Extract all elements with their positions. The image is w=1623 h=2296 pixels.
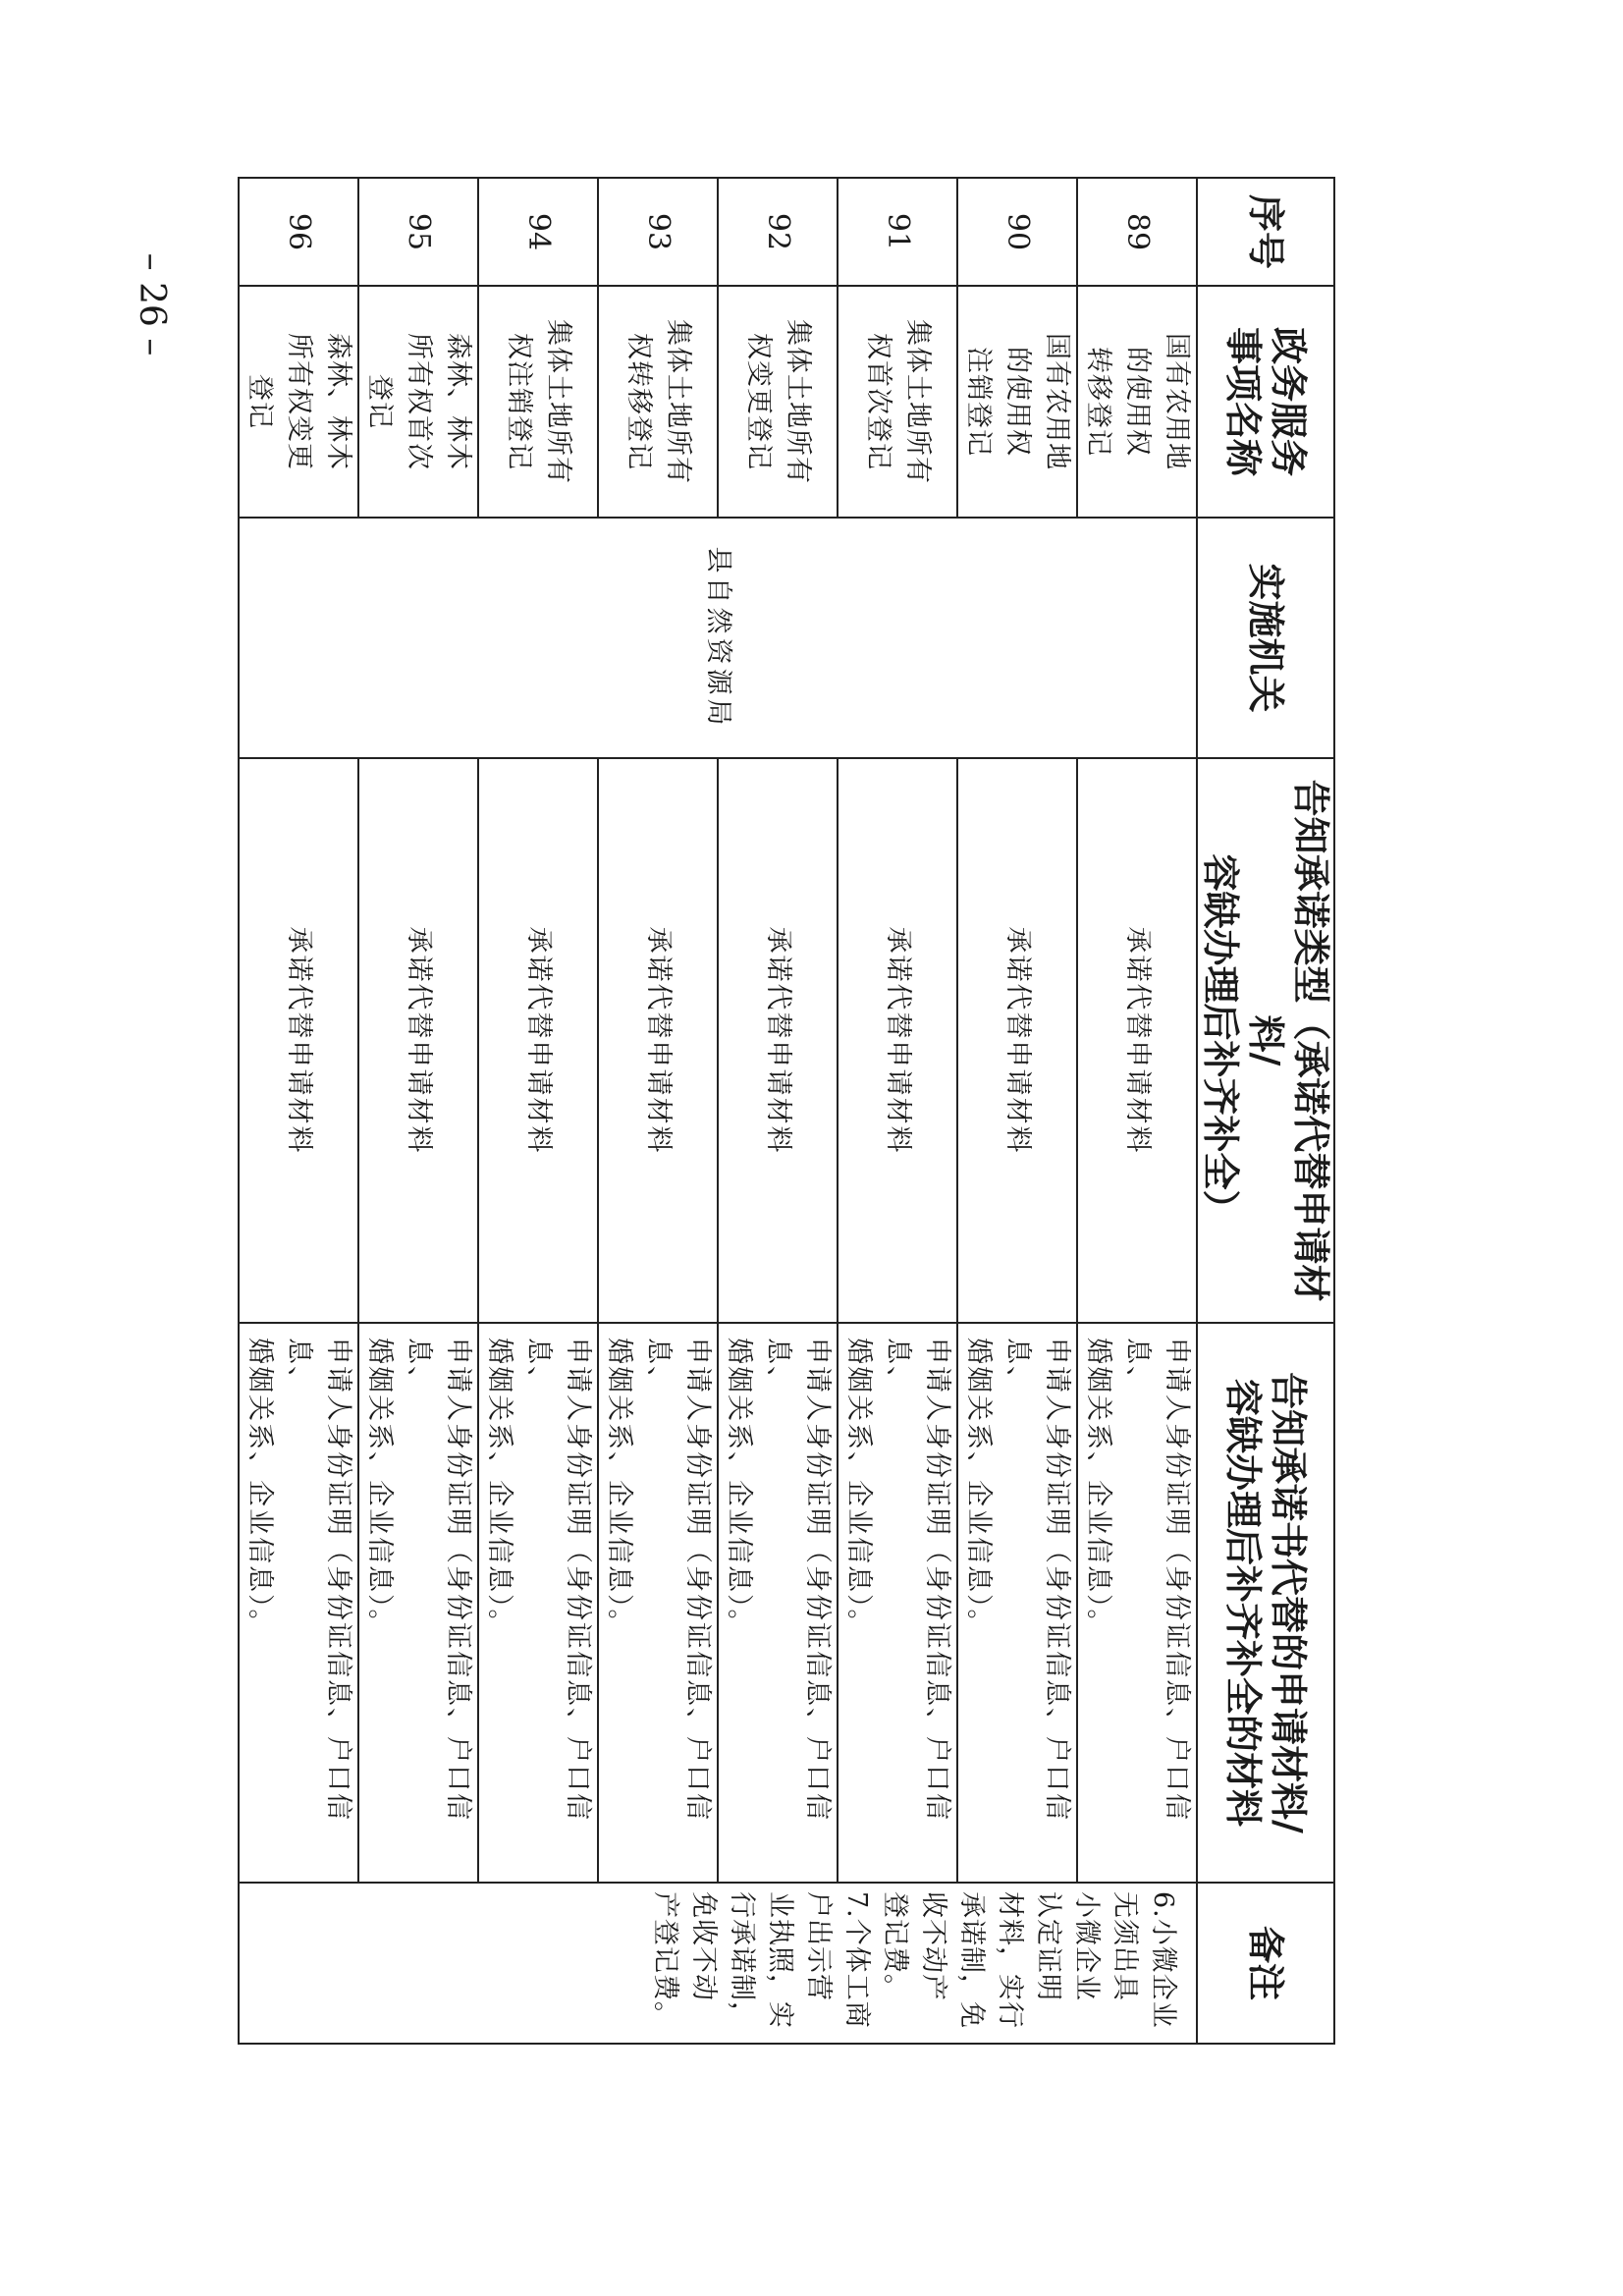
materials-line: 申请人身份证明（身份证信息、户口信息、 bbox=[523, 1338, 593, 1822]
materials-cell bbox=[838, 1323, 957, 1883]
materials-line: 婚姻关系、企业信息）。 bbox=[1083, 1338, 1113, 1638]
note-line: 材料，实行 bbox=[995, 1891, 1025, 2029]
table-row bbox=[957, 178, 1077, 2044]
note-line: 免收不动 bbox=[688, 1891, 719, 2001]
service-name-line: 登记 bbox=[244, 374, 275, 429]
commitment-type-cell: 承诺代替申请材料 bbox=[718, 758, 838, 1323]
note-line: 7.个体工商 bbox=[841, 1891, 872, 2029]
materials-line: 婚姻关系、企业信息）。 bbox=[724, 1338, 754, 1638]
materials-cell bbox=[1077, 1323, 1197, 1883]
commitment-type-cell: 承诺代替申请材料 bbox=[1077, 758, 1197, 1323]
materials-cell bbox=[957, 1323, 1077, 1883]
note-line: 产登记费。 bbox=[650, 1891, 680, 2029]
service-name-line: 所有权首次 bbox=[404, 333, 434, 470]
service-name-line: 国有农用地 bbox=[1162, 333, 1192, 470]
note-line: 无须出具 bbox=[1109, 1891, 1140, 2001]
service-name-line: 所有权变更 bbox=[284, 333, 314, 470]
header-seq: 序号 bbox=[1197, 178, 1334, 286]
header-materials-line: 告知承诺书代替的申请材料/ bbox=[1267, 1372, 1310, 1833]
seq-cell: 90 bbox=[957, 178, 1077, 286]
header-type bbox=[1197, 758, 1334, 1323]
note-line: 6.小微企业 bbox=[1148, 1891, 1178, 2029]
materials-line: 婚姻关系、企业信息）。 bbox=[963, 1338, 994, 1638]
seq-cell: 94 bbox=[478, 178, 598, 286]
materials-cell bbox=[598, 1323, 718, 1883]
service-name-cell bbox=[718, 286, 838, 518]
materials-line: 申请人身份证明（身份证信息、户口信息、 bbox=[284, 1338, 353, 1822]
service-name-cell bbox=[838, 286, 957, 518]
service-name-cell bbox=[358, 286, 478, 518]
table-row bbox=[239, 178, 358, 2044]
materials-cell bbox=[478, 1323, 598, 1883]
service-name-line: 权变更登记 bbox=[743, 333, 774, 470]
materials-cell bbox=[358, 1323, 478, 1883]
table-row bbox=[718, 178, 838, 2044]
service-name-cell bbox=[239, 286, 358, 518]
commitment-type-cell: 承诺代替申请材料 bbox=[478, 758, 598, 1323]
table-row bbox=[358, 178, 478, 2044]
materials-line: 申请人身份证明（身份证信息、户口信息、 bbox=[883, 1338, 952, 1822]
service-name-line: 的使用权 bbox=[1002, 347, 1033, 457]
service-name-line: 集体土地所有 bbox=[783, 319, 813, 484]
materials-line: 婚姻关系、企业信息）。 bbox=[484, 1338, 514, 1638]
service-name-cell bbox=[957, 286, 1077, 518]
materials-line: 申请人身份证明（身份证信息、户口信息、 bbox=[643, 1338, 713, 1822]
service-name-line: 权转移登记 bbox=[623, 333, 654, 470]
note-line: 收不动产 bbox=[918, 1891, 948, 2001]
header-type-line: 容缺办理后补齐补全） bbox=[1199, 853, 1242, 1228]
note-line: 小微企业 bbox=[1071, 1891, 1102, 2001]
service-name-line: 集体土地所有 bbox=[543, 319, 573, 484]
commitment-type-cell: 承诺代替申请材料 bbox=[358, 758, 478, 1323]
rotated-table-wrapper bbox=[244, 177, 1335, 2043]
seq-cell: 91 bbox=[838, 178, 957, 286]
note-line: 承诺制，免 bbox=[956, 1891, 987, 2029]
materials-line: 申请人身份证明（身份证信息、户口信息、 bbox=[1002, 1338, 1072, 1822]
materials-line: 申请人身份证明（身份证信息、户口信息、 bbox=[1122, 1338, 1192, 1822]
commitment-type-cell: 承诺代替申请材料 bbox=[598, 758, 718, 1323]
implementing-agency-cell: 县自然资源局 bbox=[239, 518, 1197, 758]
header-materials-line: 容缺办理后补齐补全的材料 bbox=[1221, 1378, 1265, 1827]
commitment-type-cell: 承诺代替申请材料 bbox=[239, 758, 358, 1323]
materials-line: 婚姻关系、企业信息）。 bbox=[244, 1338, 275, 1638]
service-name-line: 转移登记 bbox=[1083, 347, 1113, 457]
note-line: 认定证明 bbox=[1033, 1891, 1063, 2001]
note-line: 户出示营 bbox=[803, 1891, 834, 2001]
service-name-line: 集体土地所有 bbox=[902, 319, 933, 484]
commitment-type-cell: 承诺代替申请材料 bbox=[838, 758, 957, 1323]
service-name-line: 权首次登记 bbox=[863, 333, 893, 470]
materials-cell bbox=[239, 1323, 358, 1883]
table-row bbox=[1077, 178, 1197, 2044]
note-line: 行承诺制， bbox=[727, 1891, 757, 2029]
service-name-line: 森林、林木 bbox=[443, 333, 473, 470]
service-name-line: 国有农用地 bbox=[1042, 333, 1072, 470]
page-number: – 26 – bbox=[132, 252, 173, 356]
header-name-line: 事项名称 bbox=[1221, 326, 1265, 476]
service-name-line: 集体土地所有 bbox=[663, 319, 693, 484]
note-cell bbox=[239, 1883, 1197, 2044]
seq-cell: 89 bbox=[1077, 178, 1197, 286]
header-type-line: 告知承诺类型（承诺代替申请材料/ bbox=[1244, 779, 1332, 1302]
service-name-cell bbox=[598, 286, 718, 518]
service-name-cell bbox=[478, 286, 598, 518]
header-name bbox=[1197, 286, 1334, 518]
header-org: 实施机关 bbox=[1197, 518, 1334, 758]
service-name-line: 权注销登记 bbox=[504, 333, 534, 470]
materials-line: 婚姻关系、企业信息）。 bbox=[364, 1338, 395, 1638]
header-name-line: 政务服务 bbox=[1267, 326, 1310, 476]
seq-cell: 93 bbox=[598, 178, 718, 286]
materials-cell bbox=[718, 1323, 838, 1883]
note-line: 业执照，实 bbox=[765, 1891, 795, 2029]
seq-cell: 92 bbox=[718, 178, 838, 286]
seq-cell: 95 bbox=[358, 178, 478, 286]
commitment-type-cell: 承诺代替申请材料 bbox=[957, 758, 1077, 1323]
service-name-line: 森林、林木 bbox=[323, 333, 353, 470]
service-name-cell bbox=[1077, 286, 1197, 518]
table-row bbox=[838, 178, 957, 2044]
materials-line: 婚姻关系、企业信息）。 bbox=[604, 1338, 634, 1638]
materials-line: 婚姻关系、企业信息）。 bbox=[843, 1338, 874, 1638]
table-header-row bbox=[1197, 178, 1334, 2044]
seq-cell: 96 bbox=[239, 178, 358, 286]
service-name-line: 的使用权 bbox=[1122, 347, 1153, 457]
materials-line: 申请人身份证明（身份证信息、户口信息、 bbox=[763, 1338, 833, 1822]
table-row bbox=[598, 178, 718, 2044]
note-line: 登记费。 bbox=[880, 1891, 910, 2001]
table-row bbox=[478, 178, 598, 2044]
header-materials bbox=[1197, 1323, 1334, 1883]
commitment-table bbox=[238, 177, 1335, 2045]
service-name-line: 登记 bbox=[364, 374, 395, 429]
header-note: 备注 bbox=[1197, 1883, 1334, 2044]
materials-line: 申请人身份证明（身份证信息、户口信息、 bbox=[404, 1338, 473, 1822]
service-name-line: 注销登记 bbox=[963, 347, 994, 457]
